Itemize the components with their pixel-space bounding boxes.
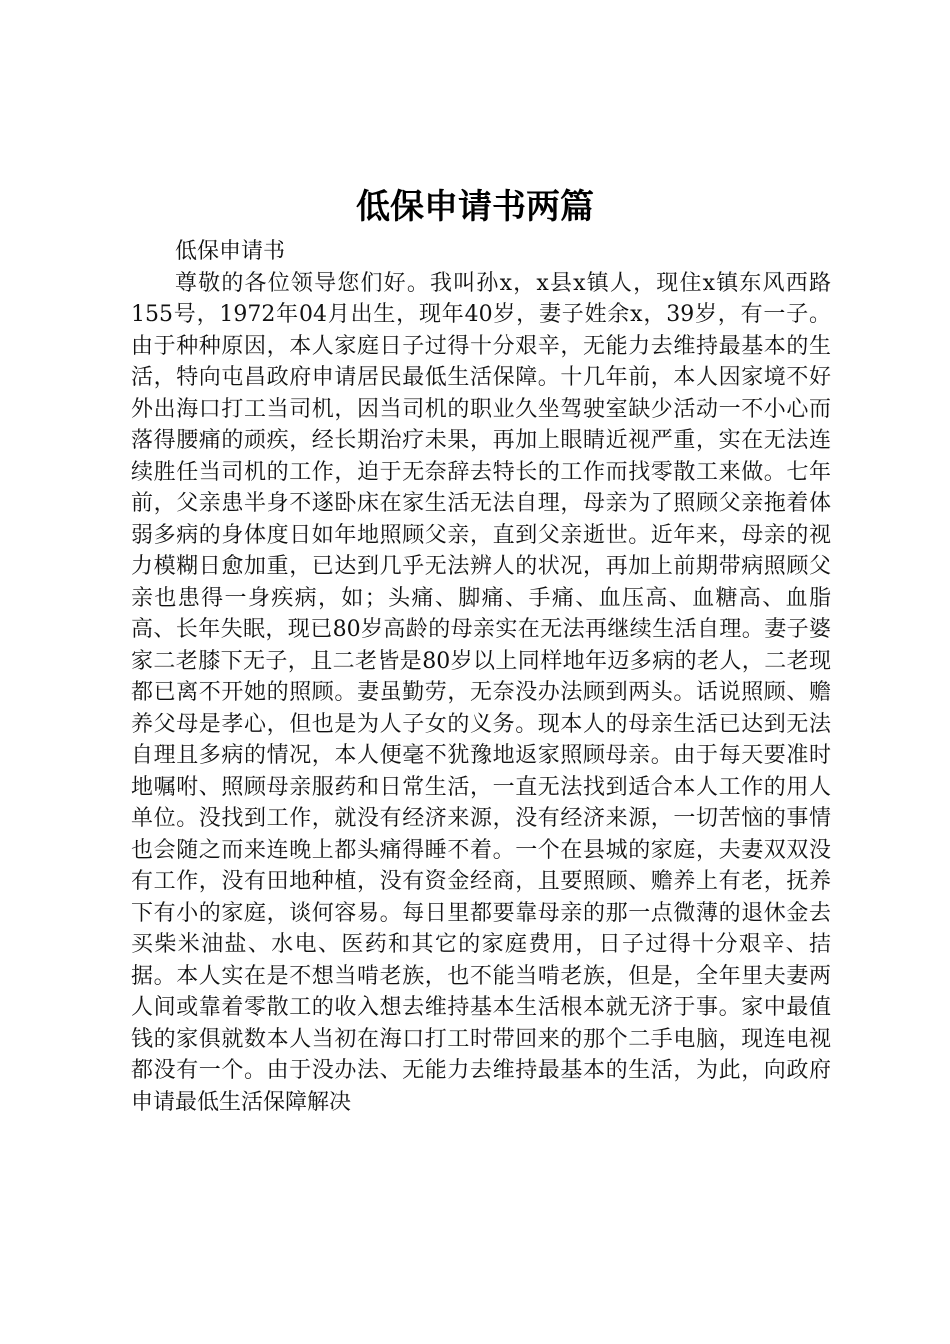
body-paragraph: 尊敬的各位领导您们好。我叫孙x，x县x镇人，现住x镇东风西路155号，1972年04月出生，现年40岁，妻子姓余x，39岁，有一子。由于种种原因，本人家庭日子过得十分艰辛，无能力去维持最基本的生活，特向屯昌政府申请居民最低生活保障。十几年前，本人因家境不好外出海口打工当司机，因当司机的职业久坐驾驶室缺少活动一不小心而落得腰痛的顽疾，经长期治疗未果，再加上眼睛近视严重，实在无法连续胜任当司机的工作，迫于无奈辞去特长的工作而找零散工来做。七年前，父亲患半身不遂卧床在家生活无法自理，母亲为了照顾父亲拖着体弱多病的身体度日如年地照顾父亲，直到父亲逝世。近年来，母亲的视力模糊日愈加重，已达到几乎无法辨人的状况，再加上前期带病照顾父亲也患得一身疾病，如；头痛、脚痛、手痛、血压高、血糖高、血脂高、长年失眠，现已80岁高龄的母亲实在无法再继续生活自理。妻子婆家二老膝下无子，且二老皆是80岁以上同样地年迈多病的老人，二老现都已离不开她的照顾。妻虽勤劳，无奈没办法顾到两头。话说照顾、赡养父母是孝心，但也是为人子女的义务。现本人的母亲生活已达到无法自理且多病的情况，本人便毫不犹豫地返家照顾母亲。由于每天要准时地嘱咐、照顾母亲服药和日常生活，一直无法找到适合本人工作的用人单位。没找到工作，就没有经济来源，没有经济来源，一切苦恼的事情也会随之而来连晚上都头痛得睡不着。一个在县城的家庭，夫妻双双没有工作，没有田地种植，没有资金经商，且要照顾、赡养上有老，抚养下有小的家庭，谈何容易。每日里都要靠母亲的那一点微薄的退休金去买柴米油盐、水电、医药和其它的家庭费用，日子过得十分艰辛、拮据。本人实在是不想当啃老族，也不能当啃老族，但是，全年里夫妻两人间或靠着零散工的收入想去维持基本生活根本就无济于事。家中最值钱的家俱就数本人当初在海口打工时带回来的那个二手电脑，现连电视都没有一个。由于没办法、无能力去维持最基本的生活，为此，向政府申请最低生活保障解决: [131, 270, 831, 1115]
document-title: 低保申请书两篇: [356, 187, 594, 227]
document-body: [131, 236, 831, 1118]
subheading: 低保申请书: [175, 239, 286, 264]
